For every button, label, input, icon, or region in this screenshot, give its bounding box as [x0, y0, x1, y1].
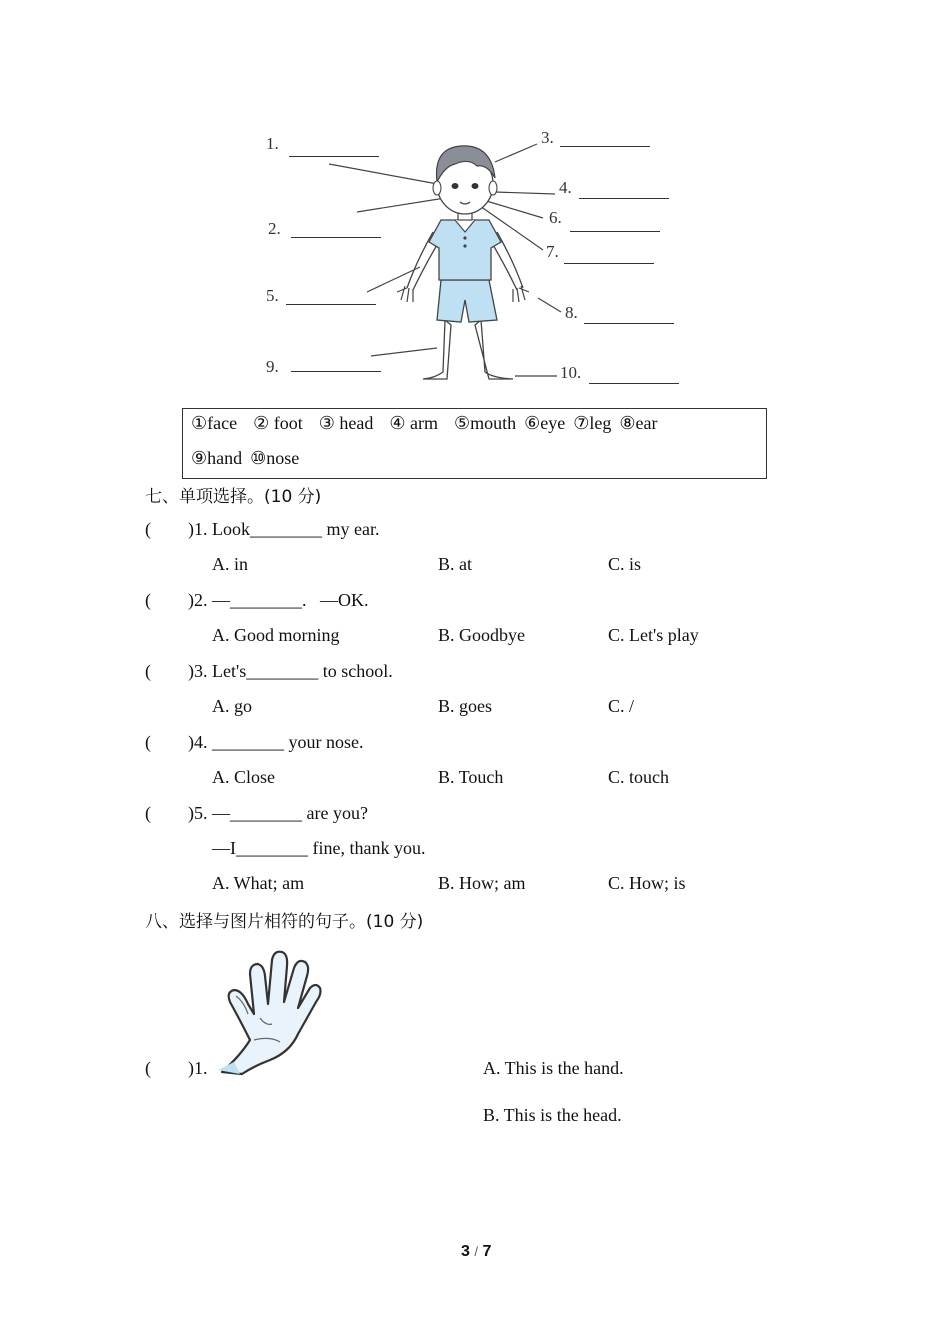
option-b: B. Goodbye: [438, 625, 525, 645]
diagram-label-4: 4.: [559, 178, 572, 197]
question-stem: )2. —________. —OK.: [188, 590, 369, 610]
question-stem: )5. —________ are you?: [188, 803, 368, 823]
answer-blank-1[interactable]: [289, 156, 379, 157]
word-option: ⑥eye: [524, 413, 566, 433]
diagram-label-9: 9.: [266, 357, 279, 376]
word-bank-row-2: [191, 448, 315, 469]
word-option: ⑧ear: [619, 413, 658, 433]
answer-paren[interactable]: (: [145, 590, 151, 610]
word-option: ② foot: [253, 413, 303, 433]
option-a: A. Good morning: [212, 625, 340, 645]
word-option: ⑨hand: [191, 448, 243, 468]
question-stem: )4. ________ your nose.: [188, 732, 364, 752]
option-c: C. /: [608, 696, 635, 716]
option-c: C. touch: [608, 767, 669, 787]
answer-blank-10[interactable]: [589, 383, 679, 384]
word-bank-box: [182, 408, 767, 479]
answer-paren[interactable]: (: [145, 803, 151, 823]
section-7-title: 七、单项选择。(10 分): [145, 487, 322, 507]
option-b: B. How; am: [438, 873, 526, 893]
option-a: A. in: [212, 554, 248, 574]
word-option: ⑦leg: [573, 413, 612, 433]
option-a: A. Close: [212, 767, 275, 787]
word-option: ⑤mouth: [454, 413, 517, 433]
option-b: B. Touch: [438, 767, 504, 787]
answer-blank-3[interactable]: [560, 146, 650, 147]
question-stem: )1. Look________ my ear.: [188, 519, 380, 539]
diagram-label-2: 2.: [268, 219, 281, 238]
word-option: ⑩nose: [250, 448, 300, 468]
option-c: C. How; is: [608, 873, 686, 893]
word-bank-row-1: [191, 413, 674, 434]
body-parts-diagram: [255, 120, 695, 390]
option-b: B. This is the head.: [483, 1105, 622, 1125]
word-option: ③ head: [318, 413, 374, 433]
diagram-label-5: 5.: [266, 286, 279, 305]
diagram-label-3: 3.: [541, 128, 554, 147]
answer-paren[interactable]: (: [145, 661, 151, 681]
page-separator: /: [474, 1244, 478, 1259]
answer-blank-9[interactable]: [291, 371, 381, 372]
diagram-label-6: 6.: [549, 208, 562, 227]
answer-blank-5[interactable]: [286, 304, 376, 305]
question-stem-reply: —I________ fine, thank you.: [212, 838, 426, 858]
answer-paren[interactable]: (: [145, 1058, 151, 1078]
option-c: C. is: [608, 554, 642, 574]
boy-figure: [397, 146, 529, 379]
hand-illustration: [214, 944, 324, 1076]
answer-blank-8[interactable]: [584, 323, 674, 324]
option-c: C. Let's play: [608, 625, 699, 645]
page-number: [461, 1243, 491, 1261]
question-stem: )1.: [188, 1058, 208, 1078]
word-option: ④ arm: [389, 413, 438, 433]
page-current: 3: [461, 1243, 470, 1260]
diagram-label-10: 10.: [560, 363, 582, 382]
diagram-label-7: 7.: [546, 242, 559, 261]
question-stem: )3. Let's________ to school.: [188, 661, 393, 681]
option-a: A. go: [212, 696, 252, 716]
diagram-label-1: 1.: [266, 134, 279, 153]
answer-blank-4[interactable]: [579, 198, 669, 199]
word-option: ①face: [191, 413, 238, 433]
option-b: B. goes: [438, 696, 492, 716]
option-a: A. This is the hand.: [483, 1058, 624, 1078]
diagram-label-8: 8.: [565, 303, 578, 322]
answer-paren[interactable]: (: [145, 519, 151, 539]
option-a: A. What; am: [212, 873, 305, 893]
answer-paren[interactable]: (: [145, 732, 151, 752]
option-b: B. at: [438, 554, 472, 574]
answer-blank-2[interactable]: [291, 237, 381, 238]
section-8-title: 八、选择与图片相符的句子。(10 分): [145, 912, 424, 932]
answer-blank-7[interactable]: [564, 263, 654, 264]
answer-blank-6[interactable]: [570, 231, 660, 232]
page-total: 7: [482, 1243, 492, 1260]
